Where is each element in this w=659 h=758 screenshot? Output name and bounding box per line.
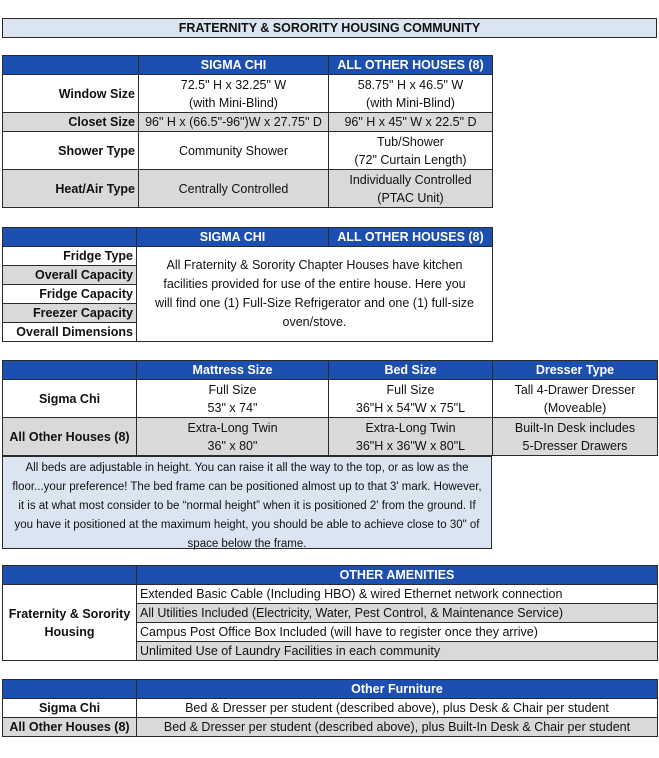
row-label-freezer-capacity: Freezer Capacity [3,304,137,323]
closet-sigma: 96" H x (66.5"-96")W x 27.75" D [139,113,329,132]
amenities-header: OTHER AMENITIES [137,566,658,585]
furniture-table [2,679,658,737]
furniture-other: Bed & Dresser per student (described above), plus Built-In Desk & Chair per student [137,718,658,737]
bed-height-note: All beds are adjustable in height. You can raise it all the way to the top, or as low as the floor...your preference! The bed frame can be positioned almost up to that 3' mark. However, it is at what most consider to be “normal height” when it is positioned 2' from the ground. If you have it positioned at the maximum height, you should be able to achieve close to 30" of space below the frame. [2,456,492,549]
bed-size-sigma: Full Size 36"H x 54"W x 75"L [329,380,493,418]
row-label-heat-air: Heat/Air Type [3,170,139,208]
amenity-item: Campus Post Office Box Included (will have to register once they arrive) [137,623,658,642]
corner-cell [3,566,137,585]
row-label-other-houses: All Other Houses (8) [3,418,137,456]
col-header-other-houses: ALL OTHER HOUSES (8) [329,56,493,75]
shower-other: Tub/Shower (72" Curtain Length) [329,132,493,170]
amenities-table [2,565,658,661]
row-label-sigma-chi: Sigma Chi [3,699,137,718]
shower-sigma: Community Shower [139,132,329,170]
row-label-sigma-chi: Sigma Chi [3,380,137,418]
amenity-item: All Utilities Included (Electricity, Water, Pest Control, & Maintenance Service) [137,604,658,623]
furniture-header: Other Furniture [137,680,658,699]
amenity-item: Unlimited Use of Laundry Facilities in each community [137,642,658,661]
amenity-item: Extended Basic Cable (Including HBO) & wired Ethernet network connection [137,585,658,604]
corner-cell [3,680,137,699]
row-label-shower: Shower Type [3,132,139,170]
row-label-other-houses: All Other Houses (8) [3,718,137,737]
fridge-table [2,227,493,342]
dresser-sigma: Tall 4-Drawer Dresser (Moveable) [493,380,658,418]
row-label-overall-capacity: Overall Capacity [3,266,137,285]
page-title: FRATERNITY & SORORITY HOUSING COMMUNITY [2,18,657,38]
col-header-sigma-chi: SIGMA CHI [139,56,329,75]
heat-other: Individually Controlled (PTAC Unit) [329,170,493,208]
closet-other: 96" H x 45" W x 22.5" D [329,113,493,132]
bed-size-other: Extra-Long Twin 36"H x 36"W x 80"L [329,418,493,456]
mattress-other: Extra-Long Twin 36" x 80" [137,418,329,456]
row-label-fridge-capacity: Fridge Capacity [3,285,137,304]
mattress-sigma: Full Size 53" x 74" [137,380,329,418]
row-label-closet: Closet Size [3,113,139,132]
row-label-overall-dimensions: Overall Dimensions [3,323,137,342]
dresser-other: Built-In Desk includes 5-Dresser Drawers [493,418,658,456]
col-header-bed-size: Bed Size [329,361,493,380]
corner-cell [3,361,137,380]
col-header-sigma-chi: SIGMA CHI [137,228,329,247]
corner-cell [3,228,137,247]
room-specs-table [2,55,493,208]
fridge-description: All Fraternity & Sorority Chapter Houses have kitchen facilities provided for use of the entire house. Here you will find one (1) Full-Size Refrigerator and one (1) full-size oven/stove. [137,247,493,342]
row-label-window: Window Size [3,75,139,113]
col-header-dresser: Dresser Type [493,361,658,380]
heat-sigma: Centrally Controlled [139,170,329,208]
col-header-other-houses: ALL OTHER HOUSES (8) [329,228,493,247]
window-other: 58.75" H x 46.5" W (with Mini-Blind) [329,75,493,113]
bed-table [2,360,658,456]
furniture-sigma: Bed & Dresser per student (described above), plus Desk & Chair per student [137,699,658,718]
window-sigma: 72.5" H x 32.25" W (with Mini-Blind) [139,75,329,113]
corner-cell [3,56,139,75]
row-label-fridge-type: Fridge Type [3,247,137,266]
col-header-mattress: Mattress Size [137,361,329,380]
amenities-row-label: Fraternity & Sorority Housing [3,585,137,661]
